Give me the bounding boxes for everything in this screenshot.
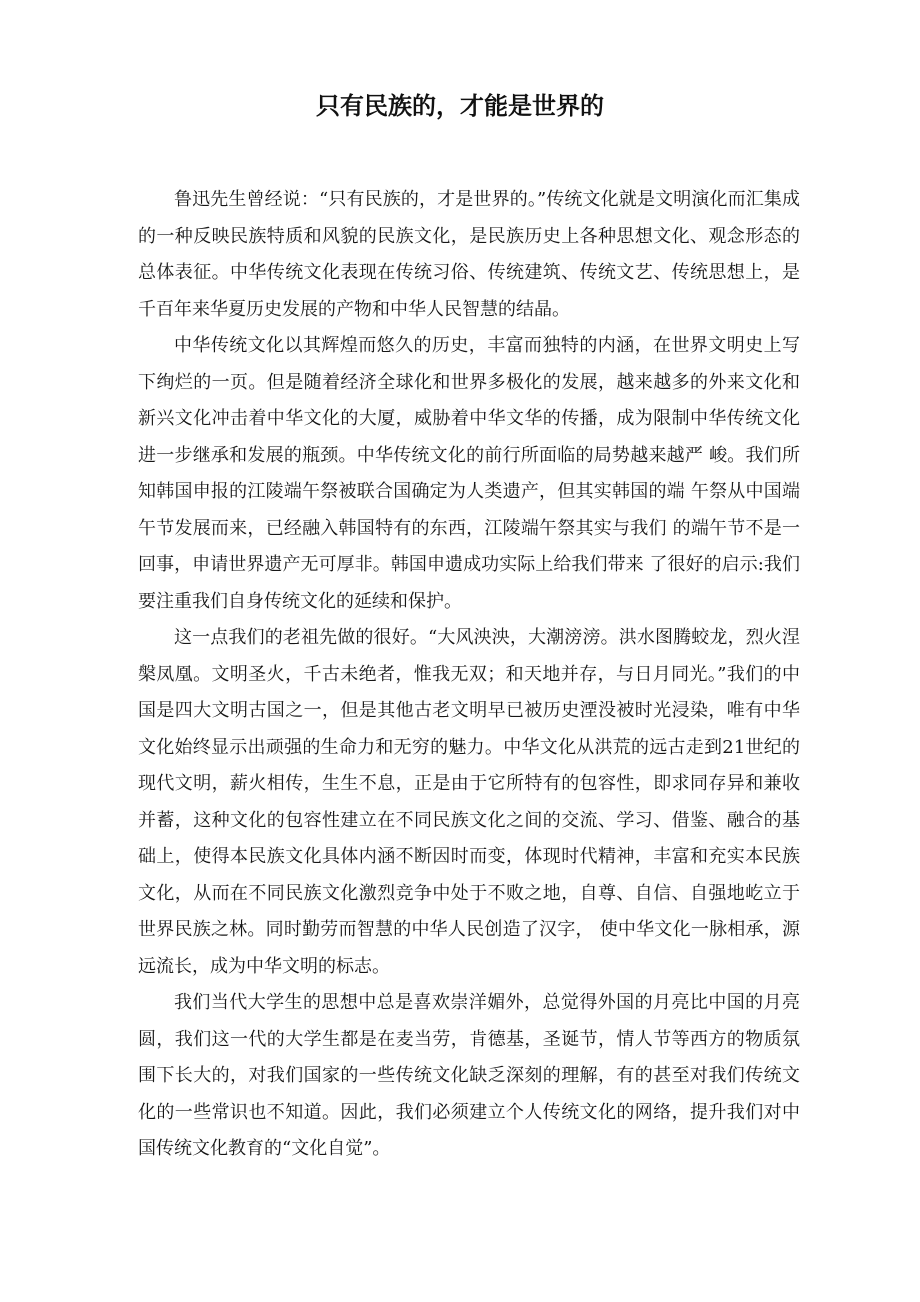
paragraph: 中华传统文化以其辉煌而悠久的历史，丰富而独特的内涵，在世界文明史上写下绚烂的一页。但是随着经济全球化和世界多极化的发展，越来越多的外来文化和新兴文化冲击着中华文化的大厦，威胁着中华文华的传播，成为限制中华传统文化进一步继承和发展的瓶颈。中华传统文化的前行所面临的局势越来越严 峻。我们所知韩国申报的江陵端午祭被联合国确定为人类遗产，但其实韩国的端 午祭从中国端午节发展而来，已经融入韩国特有的东西，江陵端午祭其实与我们 的端午节不是一回事，申请世界遗产无可厚非。韩国申遗成功实际上给我们带来 了很好的启示:我们要注重我们自身传统文化的延续和保护。 xyxy=(138,335,800,612)
paragraph: 这一点我们的老祖先做的很好。“大风泱泱，大潮滂滂。洪水图腾蛟龙，烈火涅槃凤凰。文明圣火，千古未绝者，惟我无双；和天地并存，与日月同光。”我们的中国是四大文明古国之一，但是其他古老文明早已被历史湮没被时光浸染，唯有中华文化始终显示出顽强的生命力和无穷的魅力。中华文化从洪荒的远古走到21世纪的现代文明，薪火相传，生生不息，正是由于它所特有的包容性，即求同存异和兼收并蓄，这种文化的包容性建立在不同民族文化之间的交流、学习、借鉴、融合的基础上，使得本民族文化具体内涵不断因时而变，体现时代精神，丰富和充实本民族文化，从而在不同民族文化激烈竞争中处于不败之地，自尊、自信、自强地屹立于世界民族之林。同时勤劳而智慧的中华人民创造了汉字， 使中华文化一脉相承，源远流长，成为中华文明的标志。 xyxy=(138,627,800,977)
paragraph: 鲁迅先生曾经说：“只有民族的，才是世界的。”传统文化就是文明演化而汇集成的一种反映民族特质和风貌的民族文化，是民族历史上各种思想文化、观念形态的总体表征。中华传统文化表现在传统习俗、传统建筑、传统文艺、传统思想上，是千百年来华夏历史发展的产物和中华人民智慧的结晶。 xyxy=(138,189,800,320)
paragraph: 我们当代大学生的思想中总是喜欢崇洋媚外，总觉得外国的月亮比中国的月亮圆，我们这一代的大学生都是在麦当劳，肯德基，圣诞节，情人节等西方的物质氛围下长大的，对我们国家的一些传统文化缺乏深刻的理解，有的甚至对我们传统文化的一些常识也不知道。因此，我们必须建立个人传统文化的网络，提升我们对中国传统文化教育的“文化自觉”。 xyxy=(138,992,800,1159)
document-body xyxy=(138,182,800,1168)
document-title: 只有民族的，才能是世界的 xyxy=(316,92,604,120)
